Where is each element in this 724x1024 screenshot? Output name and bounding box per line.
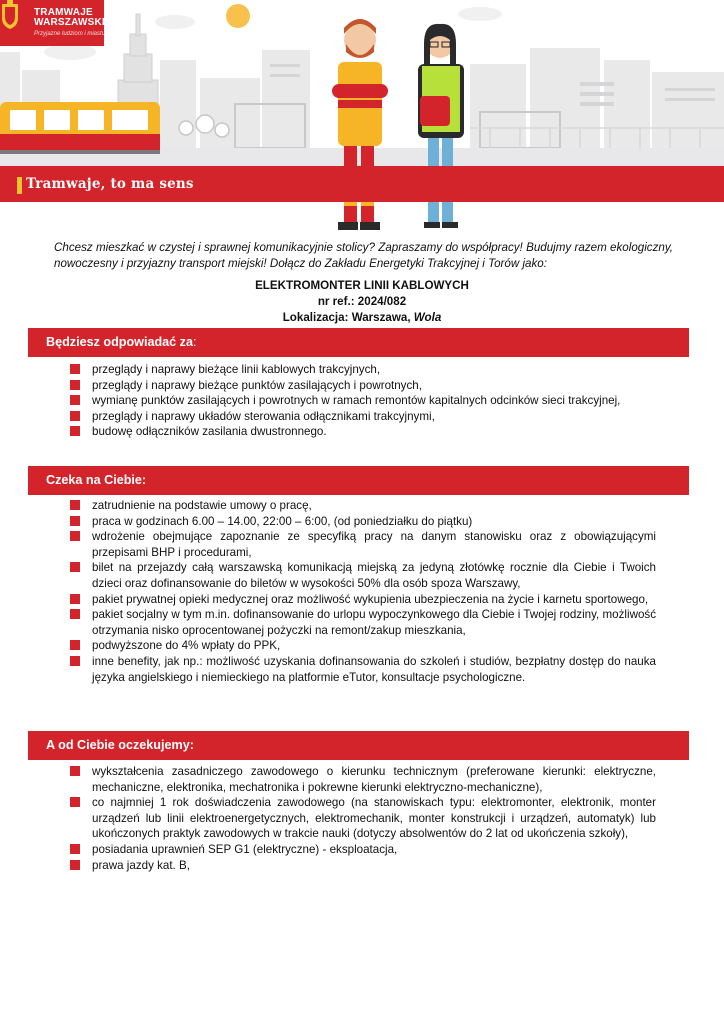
list-item: wdrożenie obejmujące zapoznanie ze specyfiką pracy na danym stanowisku oraz z obowiązującymi przepisami BHP i procedurami, [70, 529, 656, 560]
bullet-icon [70, 395, 80, 405]
list-item: co najmniej 1 rok doświadczenia zawodowego (na stanowiskach typu: elektromonter, elektronik, monter urządzeń lub linii elektroenergetycznych, elektromechanik, monter konstrukcji i urządzeń, automatyk) lub ukończonych praktyk zawodowych w trakcie nauki (dotyczy absolwentów do 2 lat od ukończenia szkoły), [70, 795, 656, 842]
responsibilities-list [70, 362, 656, 440]
section-title: A od Ciebie oczekujemy: [46, 738, 194, 752]
list-item: budowę odłączników zasilania dwustronnego. [70, 424, 656, 440]
bullet-icon [70, 594, 80, 604]
benefits-list [70, 498, 656, 685]
job-location-label: Lokalizacja: [282, 311, 349, 324]
bullet-icon [70, 562, 80, 572]
list-item: przeglądy i naprawy bieżące punktów zasilających i powrotnych, [70, 378, 656, 394]
job-reference-value: 2024/082 [357, 295, 407, 308]
job-title: ELEKTROMONTER LINII KABLOWYCH [255, 279, 469, 292]
intro-text: Chcesz mieszkać w czystej i sprawnej komunikacyjnie stolicy? Zapraszamy do współpracy! Budujmy razem ekologiczny, nowoczesny i przyjazny transport miejski! Dołącz do Zakładu Energetyki Trakcyjnej i Torów jako: [54, 241, 673, 270]
list-item: prawa jazdy kat. B, [70, 858, 656, 874]
warsaw-crest-icon [0, 0, 20, 30]
requirements-list [70, 764, 656, 873]
bullet-icon [70, 656, 80, 666]
list-item: wymianę punktów zasilających i powrotnych w ramach remontów kapitalnych odcinków sieci trakcyjnej, [70, 393, 656, 409]
list-item: wykształcenia zasadniczego zawodowego o kierunku technicznym (preferowane kierunki: elektryczne, mechaniczne, elektronika, mechatronika i pokrewne kierunki elektryczno-mechaniczne), [70, 764, 656, 795]
bullet-icon [70, 860, 80, 870]
list-item: pakiet socjalny w tym m.in. dofinansowanie do urlopu wypoczynkowego dla Ciebie i Twojej rodziny, możliwość otrzymania nisko oprocentowanej pożyczki na remont/zakup mieszkania, [70, 607, 656, 638]
job-location [0, 311, 724, 324]
list-item: podwyższone do 4% wpłaty do PPK, [70, 638, 656, 654]
brand-name: TRAMWAJE WARSZAWSKIE [34, 7, 112, 28]
bullet-icon [70, 426, 80, 436]
section-title: Czeka na Ciebie: [46, 473, 147, 487]
bullet-icon [70, 766, 80, 776]
tram-illustration [0, 102, 160, 154]
tagline: Tramwaje, to ma sens [26, 176, 194, 192]
bullet-icon [70, 531, 80, 541]
job-location-district: Wola [413, 311, 442, 324]
section-requirements-header [28, 731, 689, 760]
bullet-icon [70, 380, 80, 390]
list-item: inne benefity, jak np.: możliwość uzyskania dofinansowania do szkoleń i studiów, bezpłatny dostęp do nauka języka angielskiego i niemieckiego na platformie eTutor, konsultacje psychologiczne. [70, 654, 656, 685]
section-title: Będziesz odpowiadać za [46, 335, 193, 349]
bullet-icon [70, 500, 80, 510]
list-item: bilet na przejazdy całą warszawską komunikacją miejską za jedyną złotówkę rocznie dla Ciebie i Twoich dzieci oraz dofinansowanie do biletów w wysokości 50% dla osób spoza Warszawy, [70, 560, 656, 591]
list-item: posiadania uprawnień SEP G1 (elektryczne) - eksploatacja, [70, 842, 656, 858]
list-item: pakiet prywatnej opieki medycznej oraz możliwość wykupienia ubezpieczenia na życie i karnetu sportowego, [70, 592, 656, 608]
bullet-icon [70, 609, 80, 619]
bullet-icon [70, 797, 80, 807]
bullet-icon [70, 640, 80, 650]
job-location-city: Warszawa, [351, 311, 411, 324]
list-item: przeglądy i naprawy bieżące linii kablowych trakcyjnych, [70, 362, 656, 378]
bullet-icon [70, 364, 80, 374]
section-responsibilities-header [28, 328, 689, 357]
bullet-icon [70, 516, 80, 526]
list-item: przeglądy i naprawy układów sterowania odłącznikami trakcyjnymi, [70, 409, 656, 425]
bullet-icon [70, 411, 80, 421]
tagline-accent [17, 177, 22, 194]
bullet-icon [70, 844, 80, 854]
job-reference [0, 295, 724, 308]
section-title-suffix: : [192, 335, 197, 349]
list-item: zatrudnienie na podstawie umowy o pracę, [70, 498, 656, 514]
header-banner [0, 0, 724, 236]
brand-slogan: Przyjazne ludziom i miastu [34, 31, 106, 37]
job-reference-label: nr ref.: [317, 295, 355, 308]
section-benefits-header [28, 466, 689, 495]
brand-logo [0, 0, 112, 46]
list-item: praca w godzinach 6.00 – 14.00, 22:00 – 6:00, (od poniedziałku do piątku) [70, 514, 656, 530]
